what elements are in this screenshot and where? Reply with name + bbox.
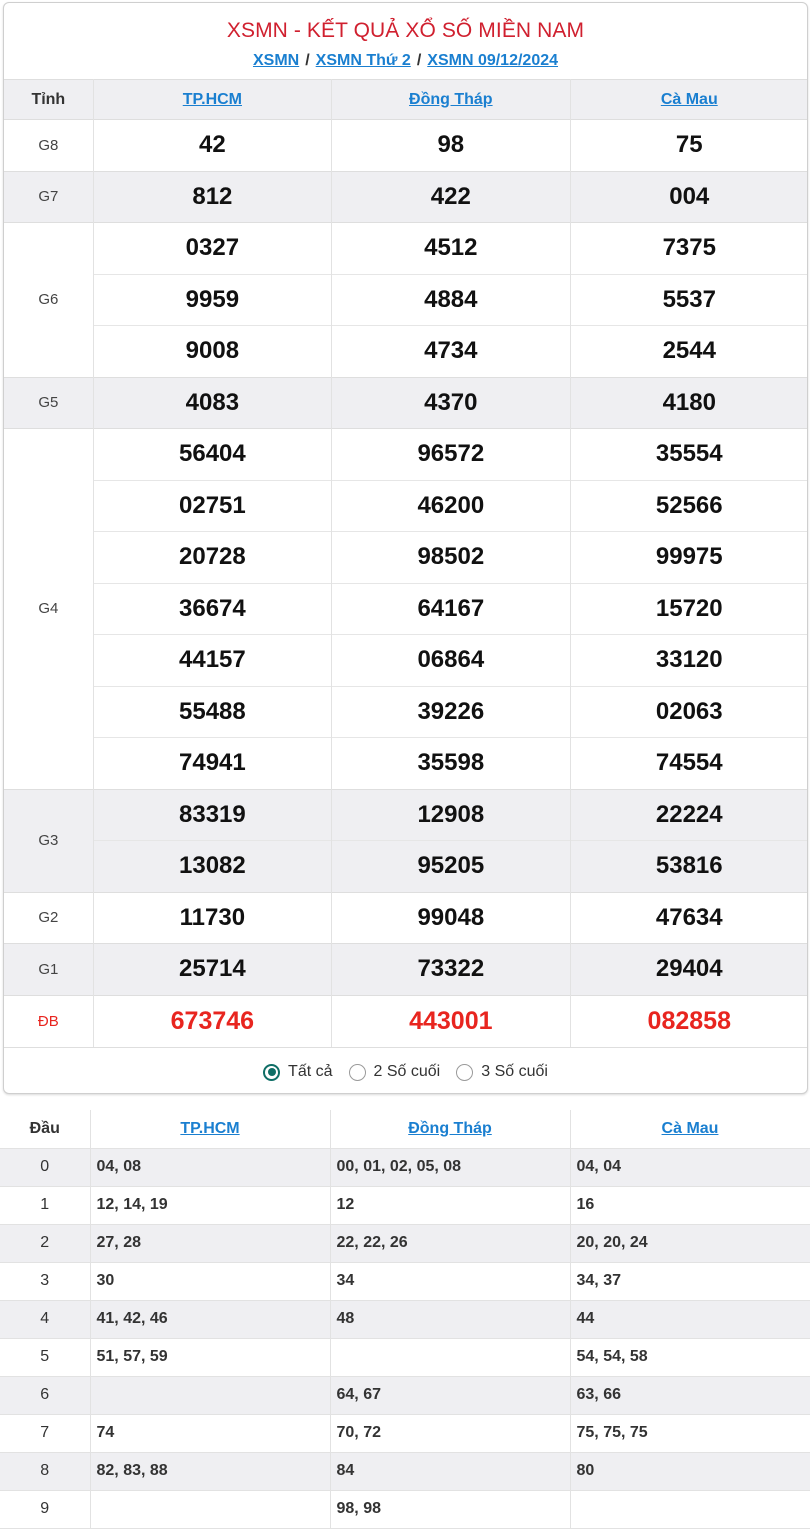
- prize-number: 98502: [332, 532, 570, 584]
- prize-label: ĐB: [4, 995, 93, 1047]
- prize-number: 673746: [93, 995, 331, 1047]
- loto-row: [0, 1414, 810, 1452]
- head-digit: 0: [0, 1148, 90, 1186]
- prize-number: 11730: [93, 892, 331, 944]
- prize-number: 12908: [332, 789, 570, 841]
- prize-label: G4: [4, 429, 93, 790]
- prize-number: 9959: [93, 274, 331, 326]
- prize-number: 74941: [93, 738, 331, 790]
- filter-last-2-label: 2 Số cuối: [373, 1063, 441, 1080]
- loto-values: 20, 20, 24: [570, 1224, 810, 1262]
- province-column-header: Tỉnh: [4, 80, 93, 120]
- loto-values: 82, 83, 88: [90, 1452, 330, 1490]
- loto-province-link-tphcm[interactable]: TP.HCM: [180, 1119, 240, 1137]
- prize-number: 4884: [332, 274, 570, 326]
- prize-number: 44157: [93, 635, 331, 687]
- loto-row: [0, 1300, 810, 1338]
- prize-number: 02063: [570, 686, 808, 738]
- loto-values: 41, 42, 46: [90, 1300, 330, 1338]
- province-link-dong-thap[interactable]: Đồng Tháp: [409, 90, 493, 108]
- head-digit: 3: [0, 1262, 90, 1300]
- prize-number: 4180: [570, 377, 808, 429]
- prize-number: 52566: [570, 480, 808, 532]
- loto-values: 74: [90, 1414, 330, 1452]
- loto-values: 63, 66: [570, 1376, 810, 1414]
- loto-values: 16: [570, 1186, 810, 1224]
- prize-row: [4, 892, 808, 944]
- loto-values: 48: [330, 1300, 570, 1338]
- prize-number: 4083: [93, 377, 331, 429]
- head-digit-column-header: Đầu: [0, 1110, 90, 1148]
- prize-number: 29404: [570, 944, 808, 996]
- results-body: [4, 120, 808, 1047]
- loto-row: [0, 1338, 810, 1376]
- prize-number: 53816: [570, 841, 808, 893]
- loto-values: [90, 1376, 330, 1414]
- prize-row: [4, 995, 808, 1047]
- prize-number: 13082: [93, 841, 331, 893]
- breadcrumb-separator: /: [305, 52, 310, 69]
- breadcrumb: [4, 43, 807, 79]
- results-panel: [3, 2, 808, 1094]
- breadcrumb-separator: /: [416, 52, 422, 69]
- page-title: XSMN - KẾT QUẢ XỔ SỐ MIỀN NAM: [226, 19, 585, 42]
- head-digit: 5: [0, 1338, 90, 1376]
- prize-number: 56404: [93, 429, 331, 481]
- loto-row: [0, 1452, 810, 1490]
- head-digit: 8: [0, 1452, 90, 1490]
- loto-row: [0, 1376, 810, 1414]
- loto-values: [330, 1338, 570, 1376]
- loto-values: 51, 57, 59: [90, 1338, 330, 1376]
- prize-number: 02751: [93, 480, 331, 532]
- prize-row: [4, 274, 808, 326]
- loto-values: 34: [330, 1262, 570, 1300]
- prize-number: 22224: [570, 789, 808, 841]
- prize-number: 5537: [570, 274, 808, 326]
- head-digit: 1: [0, 1186, 90, 1224]
- filter-all-option[interactable]: [263, 1063, 332, 1081]
- prize-number: 25714: [93, 944, 331, 996]
- prize-row: [4, 120, 808, 172]
- prize-number: 4512: [332, 223, 570, 275]
- prize-number: 0327: [93, 223, 331, 275]
- prize-number: 99048: [332, 892, 570, 944]
- prize-number: 35554: [570, 429, 808, 481]
- loto-values: 30: [90, 1262, 330, 1300]
- loto-row: [0, 1224, 810, 1262]
- prize-label: G6: [4, 223, 93, 378]
- province-link-ca-mau[interactable]: Cà Mau: [660, 90, 718, 108]
- head-digit: 9: [0, 1490, 90, 1528]
- prize-number: 99975: [570, 532, 808, 584]
- breadcrumb-date-link[interactable]: XSMN 09/12/2024: [427, 52, 559, 69]
- loto-values: [570, 1490, 810, 1528]
- filter-last-2-option[interactable]: [349, 1063, 441, 1081]
- filter-all-label: Tất cả: [288, 1063, 333, 1080]
- filter-last-3-label: 3 Số cuối: [481, 1063, 548, 1080]
- loto-values: 98, 98: [330, 1490, 570, 1528]
- prize-number: 74554: [570, 738, 808, 790]
- prize-number: 33120: [570, 635, 808, 687]
- prize-number: 7375: [570, 223, 808, 275]
- prize-number: 20728: [93, 532, 331, 584]
- prize-row: [4, 841, 808, 893]
- prize-number: 06864: [332, 635, 570, 687]
- loto-values: 12: [330, 1186, 570, 1224]
- prize-row: [4, 171, 808, 223]
- prize-label: G2: [4, 892, 93, 944]
- breadcrumb-weekday-link[interactable]: XSMN Thứ 2: [315, 52, 411, 69]
- prize-number: 2544: [570, 326, 808, 378]
- radio-selected-icon[interactable]: [263, 1064, 280, 1081]
- prize-number: 46200: [332, 480, 570, 532]
- loto-row: [0, 1490, 810, 1528]
- loto-values: 34, 37: [570, 1262, 810, 1300]
- prize-number: 082858: [570, 995, 808, 1047]
- prize-label: G7: [4, 171, 93, 223]
- prize-row: [4, 223, 808, 275]
- loto-province-link-dong-thap[interactable]: Đồng Tháp: [408, 1119, 492, 1137]
- loto-values: 75, 75, 75: [570, 1414, 810, 1452]
- prize-row: [4, 738, 808, 790]
- prize-number: 004: [570, 171, 808, 223]
- results-table: [4, 79, 808, 1047]
- prize-row: [4, 635, 808, 687]
- loto-values: 12, 14, 19: [90, 1186, 330, 1224]
- loto-values: [90, 1490, 330, 1528]
- loto-values: 27, 28: [90, 1224, 330, 1262]
- prize-number: 47634: [570, 892, 808, 944]
- province-link-tphcm[interactable]: TP.HCM: [182, 90, 242, 108]
- loto-values: 00, 01, 02, 05, 08: [330, 1148, 570, 1186]
- prize-label: G5: [4, 377, 93, 429]
- prize-number: 75: [570, 120, 808, 172]
- loto-values: 84: [330, 1452, 570, 1490]
- prize-row: [4, 429, 808, 481]
- prize-row: [4, 377, 808, 429]
- prize-row: [4, 532, 808, 584]
- loto-table: [0, 1110, 810, 1529]
- prize-number: 55488: [93, 686, 331, 738]
- prize-number: 98: [332, 120, 570, 172]
- head-digit: 6: [0, 1376, 90, 1414]
- prize-number: 42: [93, 120, 331, 172]
- loto-panel: [0, 1110, 810, 1530]
- prize-number: 36674: [93, 583, 331, 635]
- prize-number: 4370: [332, 377, 570, 429]
- prize-number: 83319: [93, 789, 331, 841]
- prize-number: 64167: [332, 583, 570, 635]
- prize-number: 73322: [332, 944, 570, 996]
- loto-row: [0, 1148, 810, 1186]
- loto-row: [0, 1186, 810, 1224]
- prize-label: G3: [4, 789, 93, 892]
- loto-values: 04, 04: [570, 1148, 810, 1186]
- breadcrumb-xsmn-link[interactable]: XSMN: [252, 52, 300, 69]
- prize-label: G1: [4, 944, 93, 996]
- prize-number: 35598: [332, 738, 570, 790]
- loto-values: 70, 72: [330, 1414, 570, 1452]
- prize-row: [4, 583, 808, 635]
- prize-row: [4, 480, 808, 532]
- prize-number: 4734: [332, 326, 570, 378]
- loto-values: 80: [570, 1452, 810, 1490]
- loto-body: [0, 1148, 810, 1528]
- radio-icon[interactable]: [456, 1064, 473, 1081]
- head-digit: 4: [0, 1300, 90, 1338]
- radio-icon[interactable]: [349, 1064, 366, 1081]
- loto-values: 54, 54, 58: [570, 1338, 810, 1376]
- prize-number: 9008: [93, 326, 331, 378]
- digit-filter: [4, 1047, 807, 1095]
- prize-number: 15720: [570, 583, 808, 635]
- loto-row: [0, 1262, 810, 1300]
- filter-last-3-option[interactable]: [456, 1063, 548, 1081]
- loto-values: 64, 67: [330, 1376, 570, 1414]
- loto-province-link-ca-mau[interactable]: Cà Mau: [661, 1119, 719, 1137]
- prize-number: 96572: [332, 429, 570, 481]
- prize-row: [4, 326, 808, 378]
- prize-number: 812: [93, 171, 331, 223]
- prize-number: 95205: [332, 841, 570, 893]
- prize-number: 39226: [332, 686, 570, 738]
- prize-number: 422: [332, 171, 570, 223]
- prize-number: 443001: [332, 995, 570, 1047]
- head-digit: 7: [0, 1414, 90, 1452]
- loto-values: 44: [570, 1300, 810, 1338]
- prize-row: [4, 686, 808, 738]
- prize-row: [4, 789, 808, 841]
- prize-label: G8: [4, 120, 93, 172]
- loto-values: 04, 08: [90, 1148, 330, 1186]
- loto-values: 22, 22, 26: [330, 1224, 570, 1262]
- head-digit: 2: [0, 1224, 90, 1262]
- prize-row: [4, 944, 808, 996]
